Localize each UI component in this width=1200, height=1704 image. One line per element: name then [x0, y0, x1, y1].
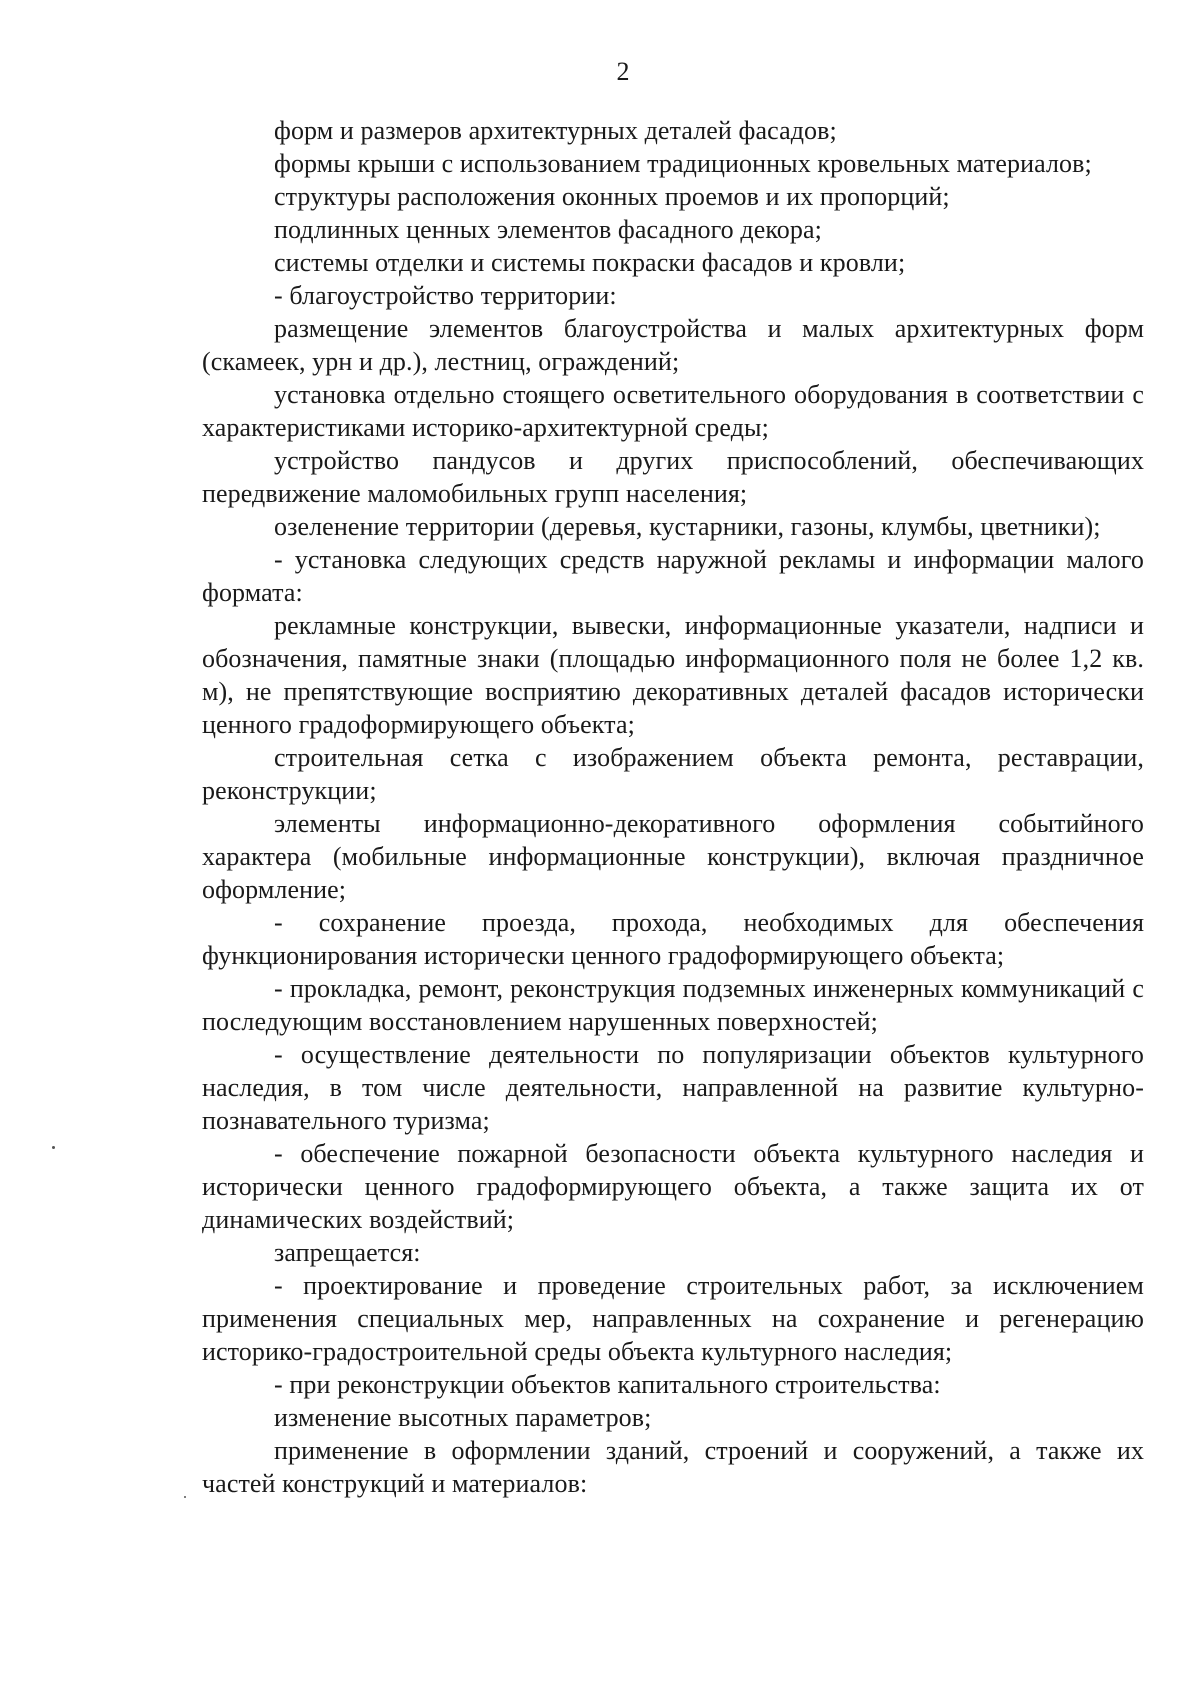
paragraph: формы крыши с использованием традиционных кровельных материалов; — [274, 149, 1092, 178]
paragraph: - благоустройство территории: — [274, 281, 617, 310]
paragraph: - сохранение проезда, прохода, необходимых для обеспечения функционирования исторически ценного градоформирующего объекта; — [202, 908, 1144, 970]
paragraph: элементы информационно-декоративного оформления событийного характера (мобильные информационные конструкции), включая праздничное оформление; — [202, 809, 1144, 904]
page-number: 2 — [616, 57, 630, 86]
paragraph: рекламные конструкции, вывески, информационные указатели, надписи и обозначения, памятные знаки (площадью информационного поля не более 1,2 кв. м), не препятствующие восприятию декоративных деталей фасадов исторически ценного градоформирующего объекта; — [202, 611, 1144, 739]
paragraph: - проектирование и проведение строительных работ, за исключением применения специальных мер, направленных на сохранение и регенерацию историко-градостроительной среды объекта культурного наследия; — [202, 1271, 1144, 1366]
scan-speck — [52, 1146, 55, 1149]
paragraph: - осуществление деятельности по популяризации объектов культурного наследия, в том числе деятельности, направленной на развитие культурно-познавательного туризма; — [202, 1040, 1144, 1135]
paragraph: размещение элементов благоустройства и малых архитектурных форм (скамеек, урн и др.), лестниц, ограждений; — [202, 314, 1144, 376]
paragraph: системы отделки и системы покраски фасадов и кровли; — [274, 248, 906, 277]
paragraph: строительная сетка с изображением объекта ремонта, реставрации, реконструкции; — [202, 743, 1144, 805]
paragraph: форм и размеров архитектурных деталей фасадов; — [274, 116, 837, 145]
paragraph: применение в оформлении зданий, строений и сооружений, а также их частей конструкций и материалов: — [202, 1436, 1144, 1498]
paragraph: установка отдельно стоящего осветительного оборудования в соответствии с характеристиками историко-архитектурной среды; — [202, 380, 1144, 442]
paragraph: - прокладка, ремонт, реконструкция подземных инженерных коммуникаций с последующим восстановлением нарушенных поверхностей; — [202, 974, 1144, 1036]
document-body — [202, 114, 1144, 1500]
paragraph: запрещается: — [274, 1238, 421, 1267]
paragraph: изменение высотных параметров; — [274, 1403, 652, 1432]
paragraph: - обеспечение пожарной безопасности объекта культурного наследия и исторически ценного градоформирующего объекта, а также защита их от динамических воздействий; — [202, 1139, 1144, 1234]
paragraph: подлинных ценных элементов фасадного декора; — [274, 215, 822, 244]
paragraph: устройство пандусов и других приспособлений, обеспечивающих передвижение маломобильных групп населения; — [202, 446, 1144, 508]
paragraph: структуры расположения оконных проемов и их пропорций; — [274, 182, 950, 211]
paragraph: озеленение территории (деревья, кустарники, газоны, клумбы, цветники); — [274, 512, 1101, 541]
paragraph: - установка следующих средств наружной рекламы и информации малого формата: — [202, 545, 1144, 607]
scan-speck — [184, 1496, 186, 1498]
paragraph: - при реконструкции объектов капитального строительства: — [274, 1370, 941, 1399]
